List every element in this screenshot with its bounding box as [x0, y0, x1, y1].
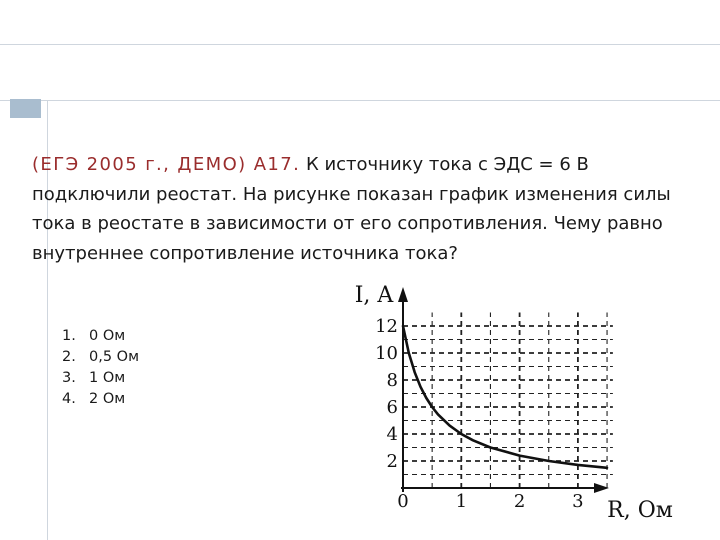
answer-number: 2. — [62, 349, 76, 365]
y-axis-label: I, A — [354, 283, 394, 308]
answer-text: 1 Ом — [89, 370, 126, 386]
answer-text: 0,5 Ом — [89, 349, 140, 365]
x-tick-label: 0 — [397, 491, 409, 512]
question-body: К источнику тока с ЭДС = 6 В подключили реостат. На рисунке показан график изменения силы тока в реостате в зависимости от его сопротивления. Чему равно внутреннее сопротивление источника тока? — [32, 154, 671, 264]
answer-number: 3. — [62, 370, 76, 386]
question-reference: (ЕГЭ 2005 г., ДЕМО) А17. — [32, 154, 301, 175]
y-tick-label: 12 — [375, 316, 398, 337]
answer-text: 0 Ом — [89, 328, 126, 344]
x-tick-label: 3 — [572, 491, 584, 512]
x-axis-label: R, Ом — [607, 498, 673, 523]
series-line — [403, 326, 607, 468]
answer-text: 2 Ом — [89, 391, 126, 407]
y-tick-label: 8 — [386, 370, 398, 391]
y-tick-label: 10 — [375, 343, 398, 364]
y-tick-label: 2 — [386, 451, 398, 472]
y-tick-label: 6 — [386, 397, 398, 418]
answer-number: 4. — [62, 391, 76, 407]
x-tick-label: 1 — [455, 491, 468, 512]
x-tick-label: 2 — [513, 491, 526, 512]
answer-number: 1. — [62, 328, 76, 344]
y-tick-label: 4 — [386, 424, 398, 445]
